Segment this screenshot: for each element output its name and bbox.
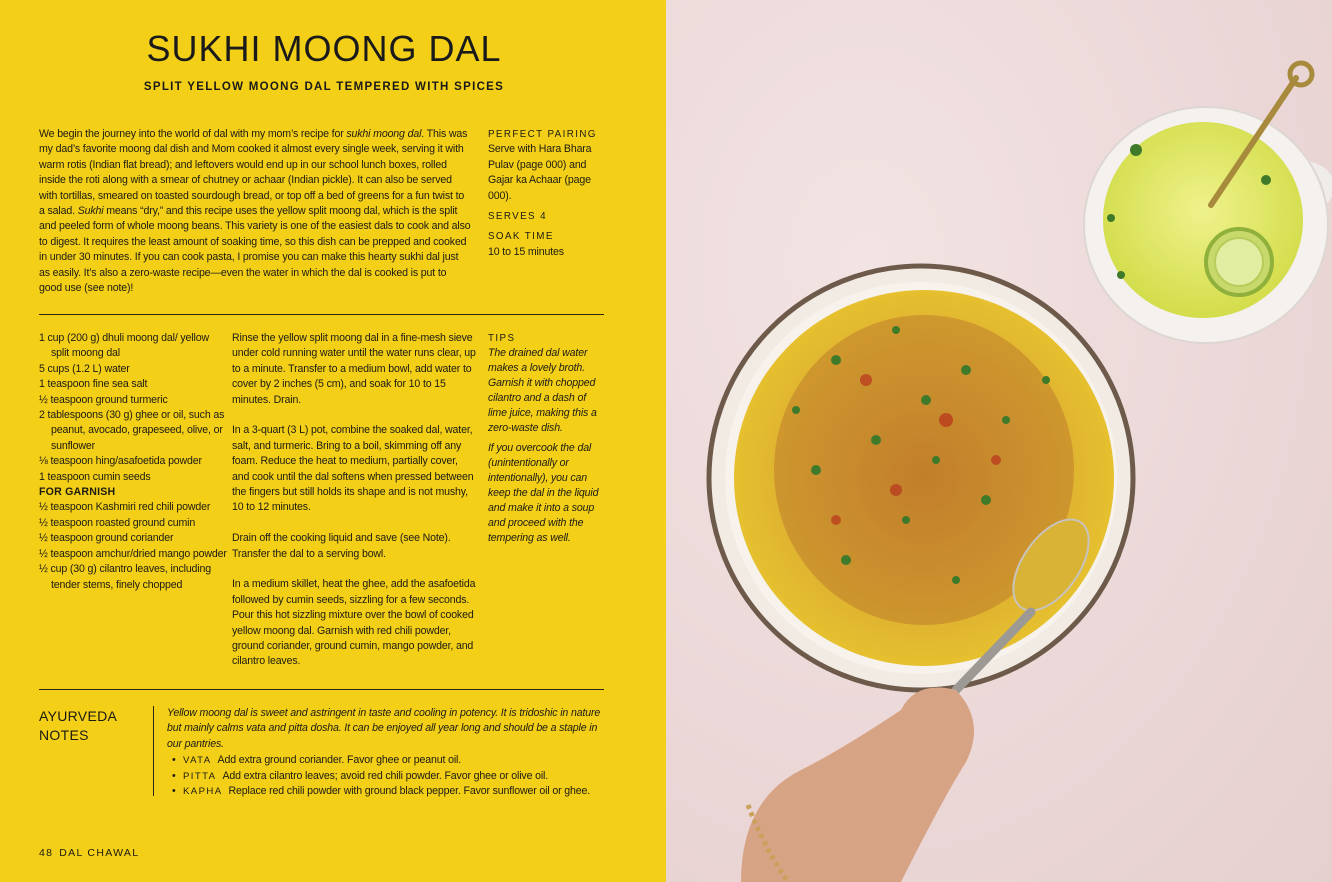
broth-cup <box>1084 63 1328 343</box>
ingredients-list <box>39 331 229 593</box>
intro-text-3: means “dry,” and this recipe uses the yellow split moong dal, which is the split and peeled form of whole moong beans. This variety is one of the easiest dals to cook and also to digest. It requires the least amount of soaking time, so this dish can be prepped and cooked in under 30 minutes. If you can cook pasta, I promise you can make this hearty sukhi dal just as easily. It’s also a zero-waste recipe—even the water in which the dal is cooked is put to good use (see note)! <box>39 205 471 295</box>
soak-time-label: SOAK TIME <box>488 231 554 243</box>
dosha-advice: Replace red chili powder with ground black pepper. Favor sunflower oil or ghee. <box>228 785 591 798</box>
garnish-ingredient: ½ cup (30 g) cilantro leaves, including tender stems, finely chopped <box>39 563 211 591</box>
recipe-title: SUKHI MOONG DAL <box>146 28 502 69</box>
intro-text-1: We begin the journey into the world of dal with my mom’s recipe for <box>39 128 347 140</box>
recipe-info-sidebar <box>488 127 606 265</box>
soak-time-text: 10 to 15 minutes <box>488 245 564 258</box>
ingredient: 1 teaspoon fine sea salt <box>39 378 148 391</box>
pairing-label: PERFECT PAIRING <box>488 129 597 140</box>
garnish-ingredient: ½ teaspoon amchur/dried mango powder <box>39 547 227 560</box>
dish-photo-illustration <box>666 0 1332 882</box>
ayurveda-notes-body <box>167 706 607 799</box>
page-folio <box>39 847 139 859</box>
garnish-heading: FOR GARNISH <box>39 486 116 499</box>
section-divider <box>39 314 604 315</box>
method-step: In a medium skillet, heat the ghee, add the asafoetida followed by cumin seeds, sizzling for a few seconds. Pour this hot sizzling mixture over the bowl of cooked yellow moong dal. Garnish with red chili powder, ground coriander, ground cumin, mango powder, and cilantro leaves. <box>232 578 476 668</box>
pairing-text: Serve with Hara Bhara Pulav (page 000) and Gajar ka Achaar (page 000). <box>488 143 592 202</box>
garnish-ingredient: ½ teaspoon roasted ground cumin <box>39 516 196 529</box>
dish-photo <box>666 0 1332 882</box>
intro-paragraph <box>39 127 471 296</box>
tip-text: The drained dal water makes a lovely broth. Garnish it with chopped cilantro and a dash of lime juice, making this a zero-waste dish. <box>488 347 597 435</box>
ingredient: ½ teaspoon ground turmeric <box>39 393 168 406</box>
tips-label: TIPS <box>488 333 516 344</box>
hand <box>741 688 974 882</box>
bullet-icon: • <box>172 785 176 798</box>
dosha-name: VATA <box>183 755 212 767</box>
dosha-list <box>167 753 607 799</box>
bullet-icon: • <box>172 754 176 767</box>
dosha-item <box>167 769 607 784</box>
method-step: Rinse the yellow split moong dal in a fine-mesh sieve under cold running water until the water runs clear, up to a minute. Transfer to a medium bowl, add water to cover by 2 inches (5 cm), and soak for 10 to 15 minutes. Drain. <box>232 332 476 406</box>
ingredient: 5 cups (1.2 L) water <box>39 362 130 375</box>
dosha-item <box>167 753 607 768</box>
intro-italic-1: sukhi moong dal <box>346 128 422 140</box>
tip-text: If you overcook the dal (unintentionally or intentionally), you can keep the dal in the liquid and make it into a soup and proceed with the tempering as well. <box>488 442 599 545</box>
method-steps <box>232 331 476 685</box>
tips-sidebar <box>488 331 604 551</box>
ayurveda-notes-heading <box>39 707 149 745</box>
ayurveda-heading-line: NOTES <box>39 727 89 743</box>
section-divider <box>39 689 604 690</box>
dosha-advice: Add extra ground coriander. Favor ghee or peanut oil. <box>217 754 462 767</box>
ingredient: ⅛ teaspoon hing/asafoetida powder <box>39 455 202 468</box>
page-number: 48 <box>39 847 54 859</box>
method-step: In a 3-quart (3 L) pot, combine the soaked dal, water, salt, and turmeric. Bring to a boil, skimming off any foam. Reduce the heat to medium, partially cover, and cook until the dal softens when pressed between the fingers but still holds its shape and is not mushy, 10 to 12 minutes. <box>232 424 474 514</box>
dosha-name: KAPHA <box>183 786 223 798</box>
dal-platter <box>709 266 1133 690</box>
garnish-ingredient: ½ teaspoon Kashmiri red chili powder <box>39 501 211 514</box>
dosha-item <box>167 784 607 799</box>
ingredient: 2 tablespoons (30 g) ghee or oil, such as peanut, avocado, grapeseed, olive, or sunflower <box>39 409 225 452</box>
method-step: Drain off the cooking liquid and save (see Note). Transfer the dal to a serving bowl. <box>232 532 451 560</box>
dosha-advice: Add extra cilantro leaves; avoid red chili powder. Favor ghee or olive oil. <box>222 769 549 782</box>
ingredient: 1 cup (200 g) dhuli moong dal/ yellow split moong dal <box>39 332 209 360</box>
serves-label: SERVES 4 <box>488 211 547 223</box>
ayurveda-lead: Yellow moong dal is sweet and astringent in taste and cooling in potency. It is tridoshic in nature but mainly calms vata and pitta dosha. It can be enjoyed all year long and should be a staple in our pantries. <box>167 707 601 750</box>
bullet-icon: • <box>172 769 176 782</box>
intro-text-2: . This was my dad’s favorite moong dal dish and Mom cooked it almost every single week, serving it with warm rotis (Indian flat bread); and leftovers would end up in our school lunch boxes, rolled inside the roti along with a smear of chutney or achaar (Indian pickle). It can also be served with tortillas, smeared on toasted sourdough bread, or top off a bed of greens for a fun twist to a salad. <box>39 128 468 218</box>
ayurveda-heading-line: AYURVEDA <box>39 708 118 724</box>
vertical-divider <box>153 706 154 796</box>
intro-italic-2: Sukhi <box>77 205 104 218</box>
garnish-ingredient: ½ teaspoon ground coriander <box>39 532 174 545</box>
ingredient: 1 teaspoon cumin seeds <box>39 470 151 483</box>
section-name: DAL CHAWAL <box>59 847 140 859</box>
recipe-subtitle: SPLIT YELLOW MOONG DAL TEMPERED WITH SPICES <box>143 81 505 93</box>
dosha-name: PITTA <box>183 770 217 782</box>
